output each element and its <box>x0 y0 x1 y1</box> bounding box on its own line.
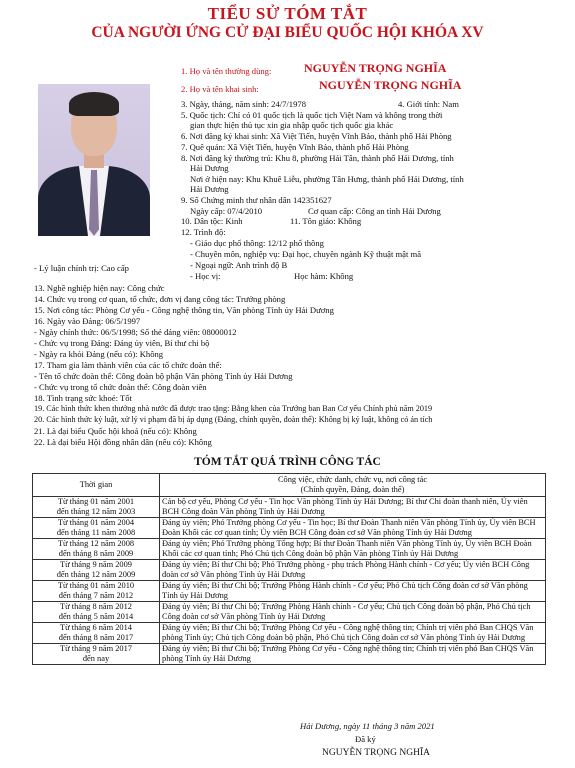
column-header-period: Thời gian <box>33 474 160 497</box>
work-history-rows <box>33 497 546 665</box>
period-cell <box>33 623 160 644</box>
field-birth-name-value: NGUYỄN TRỌNG NGHĨA <box>319 78 462 92</box>
field-organization-name: - Tên tổ chức đoàn thể: Công đoàn bộ phận Văn phòng Tỉnh ủy Hải Dương <box>34 371 293 381</box>
field-peoples-council: 22. Là đại biểu Hội đồng nhân dân (nếu có): Không <box>34 437 212 447</box>
field-current-address: Nơi ở hiện nay: Khu Khuê Liễu, phường Tân Hưng, thành phố Hải Dương, tỉnh <box>190 174 464 184</box>
signature-label: Đã ký <box>355 734 376 744</box>
field-education: 12. Trình độ: <box>181 227 226 237</box>
table-row <box>33 581 546 602</box>
table-header-row <box>33 474 546 497</box>
table-row <box>33 644 546 665</box>
field-workplace: 15. Nơi công tác: Phòng Cơ yếu - Công nghệ thông tin, Văn phòng Tỉnh ủy Hải Dương <box>34 305 334 315</box>
field-organization-role: - Chức vụ trong tổ chức đoàn thể: Công đoàn viên <box>34 382 207 392</box>
field-education-general: - Giáo dục phổ thông: 12/12 phổ thông <box>190 238 324 248</box>
candidate-portrait <box>38 84 150 236</box>
field-id-number: 9. Số Chứng minh thư nhân dân 142351627 <box>181 195 332 205</box>
description-cell: Đảng ủy viên; Phó Trưởng phòng Cơ yếu - Tin học; Bí thư Đoàn Thanh niên Văn phòng Tỉnh ủy, Ủy viên BCH Đoàn Khối các cơ quan tỉnh; Ủy viên BCH Công đoàn cơ sở Văn phòng Tỉnh ủy Hải Dương <box>160 518 546 539</box>
field-religion: 11. Tôn giáo: Không <box>290 216 362 226</box>
table-row <box>33 623 546 644</box>
period-end: đến nay <box>82 654 110 663</box>
field-party-leave: - Ngày ra khỏi Đảng (nếu có): Không <box>34 349 164 359</box>
field-national-assembly: 21. Là đại biểu Quốc hội khoá (nếu có): Không <box>34 426 197 436</box>
period-cell <box>33 581 160 602</box>
field-current-address-cont: Hải Dương <box>190 184 229 194</box>
field-permanent-address-cont: Hải Dương <box>190 163 229 173</box>
field-discipline: 20. Các hình thức kỷ luật, xử lý vi phạm đã bị áp dụng (Đảng, chính quyền, đoàn thể): Không bị kỷ luật, không có án tích <box>34 415 433 424</box>
period-cell <box>33 560 160 581</box>
period-end: đến tháng 7 năm 2012 <box>58 591 134 600</box>
work-history-title: TÓM TẮT QUÁ TRÌNH CÔNG TÁC <box>194 456 381 468</box>
field-party-position: - Chức vụ trong Đảng: Đảng ủy viên, Bí thư chi bộ <box>34 338 210 348</box>
period-start: Từ tháng 01 năm 2001 <box>57 497 135 506</box>
field-degree: - Học vị: <box>190 271 221 281</box>
description-cell: Đảng ủy viên; Bí thư Chi bộ; Trưởng Phòng Hành chính - Cơ yếu; Chủ tịch Công đoàn bộ phận, Phó Chủ tịch Công đoàn cơ sở Văn phòng Tỉnh ủy Hải Dương <box>160 602 546 623</box>
description-cell: Đảng ủy viên; Phó Trưởng phòng Tổng hợp; Bí thư Đoàn Thanh niên Văn phòng Tỉnh ủy, Ủy viên BCH Đoàn Khối các cơ quan tỉnh; Phó Chủ tịch Công đoàn bộ phận Văn phòng Tỉnh ủy Hải Dương <box>160 539 546 560</box>
field-gender: 4. Giới tính: Nam <box>398 99 459 109</box>
field-awards: 19. Các hình thức khen thưởng nhà nước đã được trao tặng: Bằng khen của Trưởng ban Ban Cơ yếu Chính phủ năm 2019 <box>34 404 433 413</box>
period-end: đến tháng 8 năm 2009 <box>58 549 134 558</box>
description-cell: Đảng ủy viên; Bí thư Chi bộ; Trưởng Phòng Cơ yếu - Công nghệ thông tin; Chính trị viên phó Ban CHQS Văn phòng Tỉnh ủy; Chủ tịch Công đoàn bộ phận, Phó Chủ tịch Công đoàn cơ sở Văn phòng Tỉnh ủy Hải Dương <box>160 623 546 644</box>
period-start: Từ tháng 9 năm 2017 <box>60 644 132 653</box>
field-nationality: 5. Quốc tịch: Chỉ có 01 quốc tịch là quốc tịch Việt Nam và không trong thời <box>181 110 443 120</box>
field-academic-title: Học hàm: Không <box>294 271 354 281</box>
field-permanent-address: 8. Nơi đăng ký thường trú: Khu 8, phường Hải Tân, thành phố Hải Dương, tỉnh <box>181 153 454 163</box>
period-cell <box>33 602 160 623</box>
field-common-name-label: 1. Họ và tên thường dùng: <box>181 66 272 76</box>
work-history-table <box>32 473 546 665</box>
period-start: Từ tháng 01 năm 2004 <box>57 518 135 527</box>
period-cell <box>33 497 160 518</box>
description-cell: Đảng ủy viên; Bí thư Chi bộ; Phó Trưởng phòng - phụ trách Phòng Hành chính - Cơ yếu; Ủy viên BCH Công đoàn cơ sở Văn phòng Tỉnh ủy Hải Dương <box>160 560 546 581</box>
period-end: đến tháng 12 năm 2003 <box>56 507 136 516</box>
signature-name: NGUYỄN TRỌNG NGHĨA <box>322 748 431 758</box>
field-education-specialty: - Chuyên môn, nghiệp vụ: Đại học, chuyên ngành Kỹ thuật mật mã <box>190 249 422 259</box>
period-cell <box>33 539 160 560</box>
signature-place-date: Hải Dương, ngày 11 tháng 3 năm 2021 <box>300 721 435 731</box>
period-cell <box>33 644 160 665</box>
field-political-theory: - Lý luận chính trị: Cao cấp <box>34 263 129 273</box>
document-subtitle: CỦA NGƯỜI ỨNG CỬ ĐẠI BIỂU QUỐC HỘI KHÓA XV <box>91 24 484 41</box>
field-position: 14. Chức vụ trong cơ quan, tổ chức, đơn vị đang công tác: Trưởng phòng <box>34 294 286 304</box>
period-start: Từ tháng 8 năm 2012 <box>60 602 132 611</box>
field-nationality-cont: gian thực hiện thủ tục xin gia nhập quốc tịch quốc gia khác <box>190 120 394 130</box>
table-row <box>33 560 546 581</box>
period-end: đến tháng 8 năm 2017 <box>58 633 134 642</box>
period-end: đến tháng 11 năm 2008 <box>56 528 136 537</box>
description-cell: Đảng ủy viên; Bí thư Chi bộ; Trưởng Phòng Cơ yếu - Công nghệ thông tin; Chính trị viên phó Ban CHQS Văn phòng Tỉnh ủy Hải Dương <box>160 644 546 665</box>
table-row <box>33 602 546 623</box>
period-start: Từ tháng 01 năm 2010 <box>57 581 135 590</box>
field-common-name-value: NGUYỄN TRỌNG NGHĨA <box>304 61 447 75</box>
column-header-description-line1: Công việc, chức danh, chức vụ, nơi công tác <box>277 475 428 484</box>
field-birth-date: 3. Ngày, tháng, năm sinh: 24/7/1978 <box>181 99 306 109</box>
period-start: Từ tháng 6 năm 2014 <box>60 623 132 632</box>
field-education-language: - Ngoại ngữ: Anh trình độ B <box>190 260 288 270</box>
period-start: Từ tháng 9 năm 2009 <box>60 560 132 569</box>
period-end: đến tháng 5 năm 2014 <box>58 612 134 621</box>
table-row <box>33 518 546 539</box>
description-cell: Đảng ủy viên; Bí thư Chi bộ; Trưởng Phòng Hành chính - Cơ yếu; Phó Chủ tịch Công đoàn cơ sở Văn phòng Tỉnh ủy Hải Dương <box>160 581 546 602</box>
field-party-official: - Ngày chính thức: 06/5/1998; Số thẻ đảng viên: 08000012 <box>34 327 237 337</box>
period-cell <box>33 518 160 539</box>
description-cell: Cán bộ cơ yếu, Phòng Cơ yếu - Tin học Văn phòng Tỉnh ủy Hải Dương; Bí thư Chi đoàn thanh niên, Ủy viên BCH Công đoàn Văn phòng Tỉnh ủy Hải Dương <box>160 497 546 518</box>
field-ethnicity: 10. Dân tộc: Kinh <box>181 216 243 226</box>
field-id-issuer: Cơ quan cấp: Công an tỉnh Hải Dương <box>308 206 441 216</box>
field-health: 18. Tình trạng sức khoẻ: Tốt <box>34 393 132 403</box>
field-occupation: 13. Nghề nghiệp hiện nay: Công chức <box>34 283 165 293</box>
column-header-description-line2: (Chính quyền, Đảng, đoàn thể) <box>300 485 405 494</box>
field-id-issue-date: Ngày cấp: 07/4/2010 <box>190 206 263 216</box>
period-end: đến tháng 12 năm 2009 <box>56 570 136 579</box>
field-party-date: 16. Ngày vào Đảng: 06/5/1997 <box>34 316 141 326</box>
period-start: Từ tháng 12 năm 2008 <box>57 539 135 548</box>
field-birth-registration: 6. Nơi đăng ký khai sinh: Xã Việt Tiến, huyện Vĩnh Bảo, thành phố Hải Phòng <box>181 131 452 141</box>
field-organizations: 17. Tham gia làm thành viên của các tổ chức đoàn thể: <box>34 360 222 370</box>
table-row <box>33 539 546 560</box>
column-header-description <box>160 474 546 497</box>
document-title: TIỂU SỬ TÓM TẮT <box>207 4 368 23</box>
field-birth-name-label: 2. Họ và tên khai sinh: <box>181 84 259 94</box>
table-row <box>33 497 546 518</box>
field-hometown: 7. Quê quán: Xã Việt Tiến, huyện Vĩnh Bảo, thành phố Hải Phòng <box>181 142 409 152</box>
